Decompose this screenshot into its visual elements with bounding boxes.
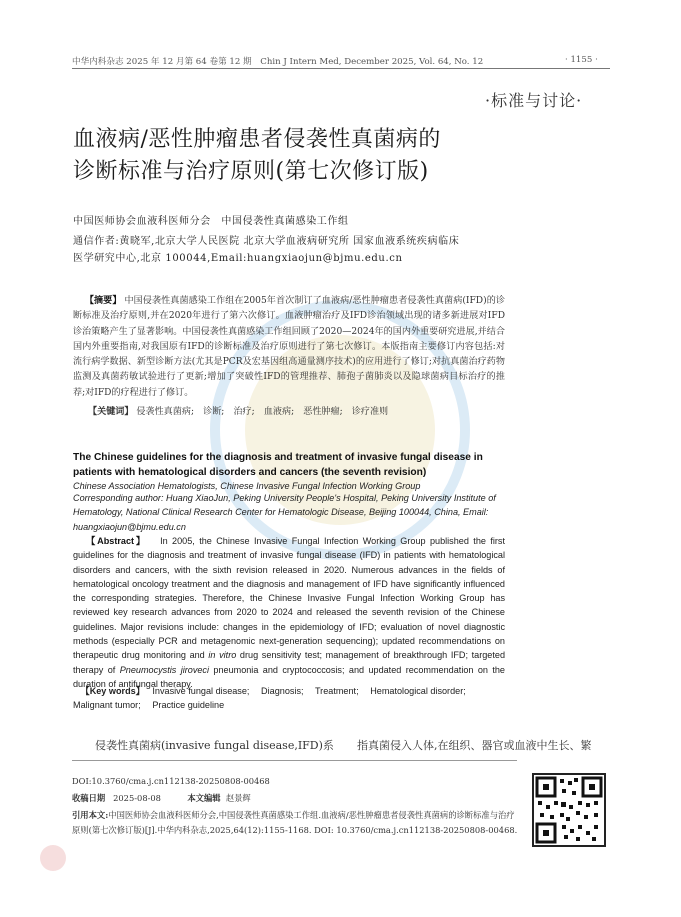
received-date: 2025-08-08: [113, 793, 161, 803]
citation-text: 中国医师协会血液科医师分会,中国侵袭性真菌感染工作组.血液病/恶性肿瘤患者侵袭性真菌病的诊断标准与治疗原则(第七次修订版)[J].中华内科杂志,2025,64(12):1155-1168. DOI: 10.3760/cma.j.cn112138-20250808-00468.: [72, 810, 518, 835]
header-divider: [72, 68, 610, 69]
received-editor-line: [72, 792, 251, 804]
abstract-cn: [73, 293, 505, 401]
title-line-1: 血液病/恶性肿瘤患者侵袭性真菌病的: [73, 127, 441, 152]
keywords-cn-text: 侵袭性真菌病; 诊断; 治疗; 血液病; 恶性肿瘤; 诊疗准则: [136, 407, 389, 417]
doi: DOI:10.3760/cma.j.cn112138-20250808-00468: [72, 776, 270, 786]
body-text-right: 指真菌侵入人体,在组织、器官或血液中生长、繁: [357, 739, 592, 752]
qr-code-icon[interactable]: [532, 773, 606, 847]
keywords-cn-label: 【关键词】: [88, 406, 134, 417]
english-title: The Chinese guidelines for the diagnosis and treatment of invasive fungal disease in patients with hematological disorders and cancers (the seventh revision): [73, 452, 483, 478]
author-groups: 中国医师协会血液科医师分会 中国侵袭性真菌感染工作组: [73, 216, 349, 227]
keywords-cn: [88, 404, 388, 417]
editor-name: 赵景辉: [225, 793, 251, 803]
correspondence-line-1: 通信作者:黄晓军,北京大学人民医院 北京大学血液病研究所 国家血液系统疾病临床: [73, 236, 460, 247]
citation: [72, 808, 518, 837]
abstract-en-text-1: In 2005, the Chinese Invasive Fungal Infection Working Group published the first guidelines for the diagnosis and treatment of invasive fungal disease (IFD) in patients with hematological disorders and cancers, with the sixth revision released in 2020. Numerous advances in the fields of hematological oncology treatment and the diagnosis and management of IFD have significantly influenced the corresponding strategies. Therefore, the Chinese Invasive Fungal Infection Working Group has reviewed key research advances from 2020 to 2024 and released the seventh revision of the Chinese guidelines. Major revisions include: changes in the epidemiology of IFD; evaluation of novel diagnostic methods (especially PCR and metagenomic next-generation sequencing); updated recommendations on therapeutic drug monitoring and: [73, 536, 505, 661]
abstract-en-italic-1: in vitro: [208, 650, 237, 661]
abstract-en-text-2: drug sensitivity test; management of breakthrough IFD; targeted therapy of: [73, 650, 506, 675]
abstract-cn-label: 【摘要】: [84, 295, 122, 306]
abstract-en: [73, 534, 505, 691]
running-header: 中华内科杂志 2025 年 12 月第 64 卷第 12 期 Chin J Intern Med, December 2025, Vol. 64, No. 12: [72, 57, 484, 67]
abstract-en-italic-2: Pneumocystis jiroveci: [119, 664, 209, 675]
editor-label: 本文编辑: [187, 793, 221, 803]
english-correspondence: Corresponding author: Huang XiaoJun, Peking University People's Hospital, Peking University Institute of Hematology, National Clinical Research Center for Hematologic Disease, Beijing 100044, China, Email: huangxiaojun@bjmu.edu.cn: [73, 493, 496, 532]
abstract-en-text-3: pneumonia and cryptococcosis; and updated recommendation on the duration of antifungal therapy.: [73, 664, 505, 689]
correspondence-line-2: 医学研究中心,北京 100044,Email:huangxiaojun@bjmu.edu.cn: [73, 253, 403, 264]
abstract-cn-text: 中国侵袭性真菌感染工作组在2005年首次制订了血液病/恶性肿瘤患者侵袭性真菌病(IFD)的诊断标准及治疗原则,并在2020年进行了第六次修订。血液肿瘤治疗及IFD诊治领域出现的诸多新进展对IFD诊治策略产生了显著影响。中国侵袭性真菌感染工作组回顾了2020—2024年的国内外重要研究进展,并结合国内外重要指南,对我国原有IFD的诊断标准及治疗原则进行了第七次修订。本版指南主要修订内容包括:对流行病学数据、新型诊断方法(尤其是PCR及宏基因组高通量测序技术)的应用进行了修订;对抗真菌治疗药物监测及真菌药敏试验进行了更新;增加了突破性IFD的管理推荐、肺孢子菌肺炎以及隐球菌病目标治疗的推荐;对IFD的疗程进行了修订。: [73, 296, 505, 398]
page-number: · 1155 ·: [565, 55, 598, 65]
keywords-en-text: Invasive fungal disease; Diagnosis; Treatment; Hematological disorder; Malignant tumor; Practice guideline: [73, 686, 475, 711]
footer-divider: [72, 760, 517, 761]
keywords-en-label: 【Key words】: [80, 686, 145, 696]
keywords-en: [73, 684, 505, 713]
publisher-logo-icon: [40, 845, 66, 871]
received-label: 收稿日期: [72, 793, 106, 803]
body-text-left: 侵袭性真菌病(invasive fungal disease,IFD)系: [95, 739, 334, 752]
column-label: ·标准与讨论·: [485, 91, 583, 110]
title-line-2: 诊断标准与治疗原则(第七次修订版): [73, 159, 429, 184]
abstract-en-label: 【Abstract】: [86, 536, 147, 546]
english-groups: Chinese Association Hematologists, Chinese Invasive Fungal Infection Working Group: [73, 481, 421, 491]
citation-label: 引用本文:: [72, 810, 109, 820]
